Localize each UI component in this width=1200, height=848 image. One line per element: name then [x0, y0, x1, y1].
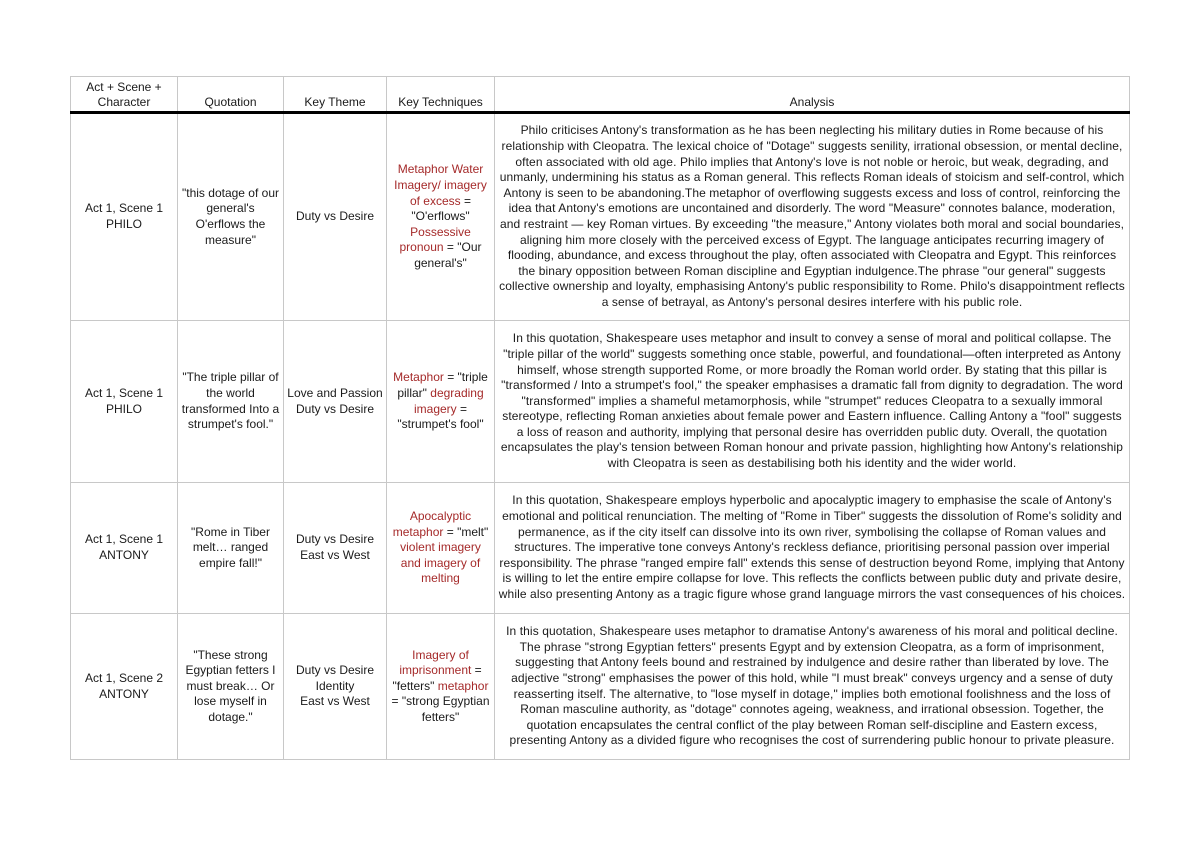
header-character: Act + Scene + Character	[71, 77, 178, 113]
quotation-cell: "The triple pillar of the world transformed Into a strumpet's fool."	[178, 321, 284, 483]
theme-line: East vs West	[300, 694, 370, 709]
technique-example: = "Our general's"	[414, 240, 482, 270]
character-cell	[71, 483, 178, 614]
theme-cell	[284, 614, 387, 760]
table-row	[71, 113, 1130, 321]
theme-line: Love and Passion	[287, 385, 383, 400]
table-row	[71, 614, 1130, 760]
theme-line: Duty vs Desire	[295, 663, 375, 678]
technique-example: = "O'erflows"	[411, 193, 472, 224]
analysis-cell: Philo criticises Antony's transformation as he has been neglecting his military duties in Rome because of his relationship with Cleopatra. The lexical choice of "Dotage" suggests senility, irrational obsession, or mental decline, often associated with old age. Philo implies that Antony's love is not noble or heroic, but weak, degrading, and unmanly, undermining his status as a Roman general. This reflects Roman ideals of stoicism and self-control, which Antony is seen to be abandoning.The metaphor of overflowing suggests excess and loss of control, reinforcing the idea that Antony's emotions are uncontained and disorderly. The word "Measure" connotes balance, moderation, and restraint — key Roman virtues. By exceeding "the measure," Antony violates both moral and social boundaries, aligning him more closely with the perceived excess of Egypt. The language anticipates recurring imagery of flooding, abundance, and excess throughout the play, often associated with Cleopatra and Egypt. This reinforces the binary opposition between Roman discipline and Egyptian indulgence.The phrase "our general" suggests collective ownership and loyalty, emphasising Antony's public responsibility to Rome. Philo's disappointment reflects a sense of betrayal, as Antony's personal desires interfere with his public role.	[495, 113, 1130, 321]
quotation-cell: "Rome in Tiber melt… ranged empire fall!"	[178, 483, 284, 614]
header-row	[71, 77, 1130, 113]
act-scene: Act 1, Scene 1	[84, 201, 164, 216]
header-quotation: Quotation	[178, 77, 284, 113]
techniques-cell	[387, 614, 495, 760]
technique-example: = "fetters"	[392, 663, 482, 693]
act-scene: Act 1, Scene 1	[84, 532, 164, 547]
header-techniques: Key Techniques	[387, 77, 495, 113]
technique-example: = "strumpet's fool"	[397, 401, 484, 432]
header-analysis: Analysis	[495, 77, 1130, 113]
technique-label: Apocalyptic metaphor	[392, 509, 472, 539]
theme-line: Duty vs Desire	[295, 532, 375, 547]
header-theme: Key Theme	[284, 77, 387, 113]
character-name: ANTONY	[99, 548, 149, 562]
technique-example: = "melt"	[443, 524, 489, 539]
act-scene: Act 1, Scene 2	[84, 670, 164, 685]
theme-cell: Duty vs Desire	[284, 113, 387, 321]
act-scene: Act 1, Scene 1	[84, 385, 164, 400]
technique-label: Metaphor	[393, 370, 444, 385]
technique-example: = "triple pillar"	[397, 370, 488, 400]
character-name: ANTONY	[99, 686, 149, 701]
analysis-cell: In this quotation, Shakespeare employs hyperbolic and apocalyptic imagery to emphasise the scale of Antony's emotional and political renunciation. The melting of "Rome in Tiber" suggests the dissolution of Rome's solidity and permanence, as if the city itself can dissolve into its own river, symbolising the collapse of Roman values and structures. The imperative tone conveys Antony's reckless defiance, prioritising personal passion over imperial responsibility. The phrase "ranged empire fall" extends this sense of destruction beyond Rome, implying that Antony is willing to let the entire empire collapse for love. This reflects the conflicts between public duty and private desire, while also presenting Antony as a tragic figure whose grand language mirrors the vast consequences of his choices.	[495, 483, 1130, 614]
technique-label: Imagery of imprisonment	[399, 647, 472, 678]
quotation-cell: "These strong Egyptian fetters I must break… Or lose myself in dotage."	[178, 614, 284, 760]
theme-cell	[284, 483, 387, 614]
technique-example: = "strong Egyptian fetters"	[391, 694, 490, 724]
character-cell	[71, 614, 178, 760]
technique-label: violent imagery and imagery of melting	[400, 540, 481, 586]
technique-label: metaphor	[437, 678, 489, 693]
analysis-cell: In this quotation, Shakespeare uses metaphor and insult to convey a sense of moral and political collapse. The "triple pillar of the world" suggests something once stable, powerful, and foundational—often interpreted as Antony himself, whose strength supported Rome, or more broadly the Roman world order. By stating that this pillar is "transformed / Into a strumpet's fool," the speaker emphasises a dramatic fall from dignity to degradation. The word "transformed" implies a shameful metamorphosis, while "strumpet" reduces Cleopatra to a sexually immoral stereotype, reflecting Roman anxieties about female power and Eastern influence. Calling Antony a "fool" suggests a loss of reason and authority, implying that personal desire has overridden public duty. Overall, the quotation encapsulates the play's tension between Roman honour and private passion, highlighting how Antony's relationship with Cleopatra is seen as destabilising both his identity and the wider world.	[495, 321, 1130, 483]
character-cell	[71, 113, 178, 321]
quotation-cell: "this dotage of our general's O'erflows the measure"	[178, 113, 284, 321]
theme-cell	[284, 321, 387, 483]
techniques-cell	[387, 113, 495, 321]
character-name: PHILO	[105, 217, 142, 231]
table-row	[71, 321, 1130, 483]
analysis-cell: In this quotation, Shakespeare uses metaphor to dramatise Antony's awareness of his moral and political decline. The phrase "strong Egyptian fetters" presents Egypt and by extension Cleopatra, as a form of imprisonment, suggesting that Antony feels bound and restrained by indulgence and desire rather than liberated by love. The adjective "strong" emphasises the power of this hold, while "I must break" conveys urgency and a sense of duty reasserting itself. The alternative, to "lose myself in dotage," implies both emotional foolishness and the loss of Roman masculine authority, as "dotage" connotes ageing, weakness, and irrational obsession. Together, the quotation encapsulates the central conflict of the play between Roman self-discipline and Eastern excess, presenting Antony as a divided figure who recognises the cost of surrendering public honour to private pleasure.	[495, 614, 1130, 760]
theme-line: Duty vs Desire	[295, 401, 375, 416]
theme-line: Identity	[315, 678, 355, 693]
character-cell	[71, 321, 178, 483]
techniques-cell	[387, 321, 495, 483]
technique-label: Possessive pronoun	[399, 224, 471, 255]
technique-label: Metaphor Water Imagery/ imagery of excess	[394, 162, 487, 208]
technique-label: degrading imagery	[413, 385, 484, 416]
table-row	[71, 483, 1130, 614]
character-name: PHILO	[105, 401, 142, 416]
quotation-analysis-table	[70, 76, 1130, 760]
techniques-cell	[387, 483, 495, 614]
theme-line: East vs West	[300, 548, 370, 562]
